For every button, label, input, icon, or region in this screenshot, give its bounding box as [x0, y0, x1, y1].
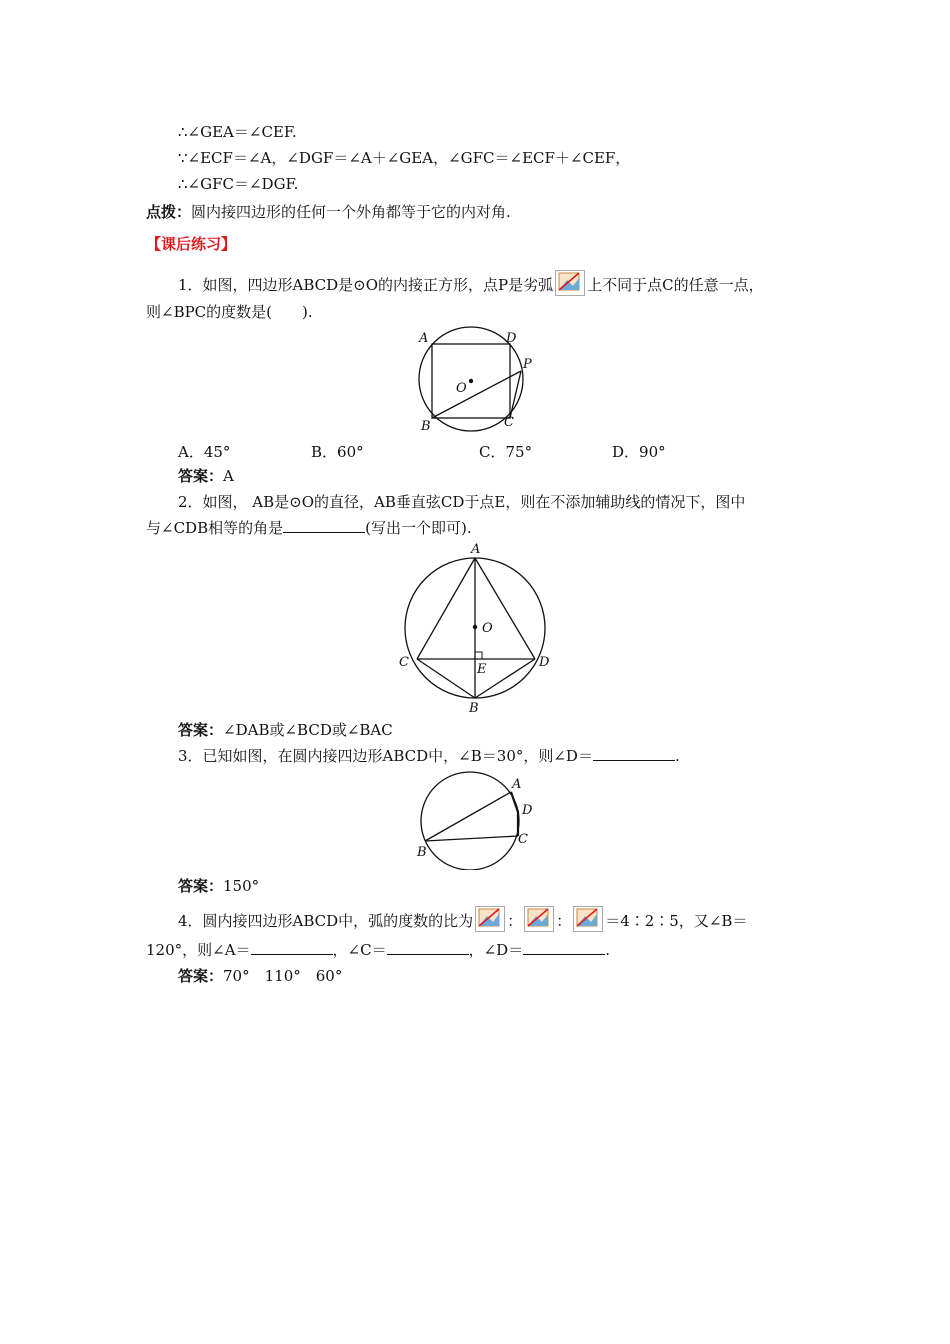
q2-line-2 [146, 518, 472, 538]
q4-blank-d [523, 940, 605, 955]
q1-options [178, 442, 678, 462]
q1-center-dot [469, 379, 473, 383]
q1-text-b: 上不同于点C的任意一点， [587, 276, 764, 294]
q4-line-1 [178, 906, 747, 937]
q1-segment-pc [510, 371, 521, 418]
image-placeholder-icon [475, 906, 505, 937]
q1-label-a: A [419, 331, 429, 346]
proof-line-2: ∵∠ECF＝∠A，∠DGF＝∠A＋∠GEA，∠GFC＝∠ECF＋∠CEF， [178, 149, 631, 167]
q4-answer-label: 答案： [178, 967, 224, 985]
q4-answer-value: 70° 110° 60° [223, 967, 343, 985]
q1-label-b: B [421, 419, 431, 434]
q2-label-d: D [539, 655, 550, 670]
q2-segment-ac [417, 558, 475, 659]
image-placeholder-icon [555, 270, 585, 301]
q1-figure [405, 326, 545, 436]
q4-blank-c [387, 940, 469, 955]
q3-answer-value: 150° [223, 877, 260, 895]
q4-sep-2: ： [556, 912, 572, 930]
q2-label-a: A [471, 542, 481, 557]
q4-text-f: . [605, 941, 610, 959]
q3-blank [593, 746, 675, 761]
q3-label-c: C [518, 832, 528, 847]
q3-figure [412, 770, 542, 870]
hint-text: 圆内接四边形的任何一个外角都等于它的内对角. [191, 203, 511, 221]
q3-line [178, 746, 680, 766]
q2-answer [178, 720, 393, 740]
q1-text-a: 1．如图，四边形ABCD是⊙O的内接正方形，点P是劣弧 [178, 276, 554, 294]
q3-label-a: A [512, 777, 522, 792]
q2-text-a: 2．如图， AB是⊙O的直径，AB垂直弦CD于点E，则在不添加辅助线的情况下，图中 [178, 493, 746, 511]
q1-answer [178, 466, 234, 486]
q2-answer-value: ∠DAB或∠BCD或∠BAC [223, 721, 393, 739]
q3-answer [178, 876, 259, 896]
q3-text-b: . [674, 747, 680, 765]
q2-label-e: E [477, 662, 487, 677]
image-placeholder-icon [524, 906, 554, 937]
q3-segment-bc [425, 836, 518, 841]
q3-label-d: D [522, 803, 533, 818]
q2-figure [395, 538, 560, 716]
q2-answer-label: 答案： [178, 721, 224, 739]
q2-segment-ad [475, 558, 535, 659]
q1-line-1 [178, 270, 764, 301]
q4-text-e: ，∠D＝ [468, 941, 524, 959]
q2-blank [283, 518, 365, 533]
q4-line-2 [146, 940, 610, 960]
q2-label-o: O [482, 621, 493, 636]
q4-text-a: 4．圆内接四边形ABCD中，弧的度数的比为 [178, 912, 474, 930]
q1-option-d: D．90° [612, 443, 666, 461]
q3-answer-label: 答案： [178, 877, 224, 895]
q4-text-c: 120°，则∠A＝ [146, 941, 251, 959]
q3-circle [421, 772, 522, 870]
q2-label-b: B [469, 701, 479, 716]
q4-blank-a [251, 940, 333, 955]
q2-center-dot [473, 625, 477, 629]
q4-text-b: ＝4∶2∶5，又∠B＝ [605, 912, 748, 930]
section-title: 【课后练习】 [146, 235, 237, 253]
hint-label: 点拨： [146, 203, 192, 221]
q1-option-a: A．45° [178, 443, 231, 461]
proof-line-3: ∴∠GFC＝∠DGF. [178, 175, 299, 193]
q2-text-b: 与∠CDB相等的角是 [146, 519, 284, 537]
q1-option-b: B．60° [311, 443, 364, 461]
q4-answer [178, 966, 342, 986]
q1-label-d: D [506, 331, 517, 346]
q1-answer-label: 答案： [178, 467, 224, 485]
image-placeholder-icon [573, 906, 603, 937]
q4-sep-1: ： [507, 912, 523, 930]
q2-text-c: (写出一个即可). [365, 519, 472, 537]
q2-label-c: C [399, 655, 409, 670]
q1-option-c: C．75° [479, 443, 533, 461]
q3-segment-ba [425, 792, 511, 841]
q2-right-angle-mark [475, 652, 482, 659]
q1-text-c: 则∠BPC的度数是( ). [146, 303, 313, 321]
q3-label-b: B [417, 845, 427, 860]
q1-label-p: P [523, 357, 532, 372]
q4-text-d: ，∠C＝ [332, 941, 387, 959]
q1-label-o: O [456, 381, 467, 396]
proof-line-1: ∴∠GEA＝∠CEF. [178, 123, 297, 141]
q1-label-c: C [504, 415, 514, 430]
hint-line [146, 202, 511, 222]
q3-text-a: 3．已知如图，在圆内接四边形ABCD中，∠B＝30°，则∠D＝ [178, 747, 593, 765]
q1-answer-value: A [223, 467, 234, 485]
q3-segment-adc [511, 792, 518, 836]
q1-segment-bp [432, 371, 521, 418]
